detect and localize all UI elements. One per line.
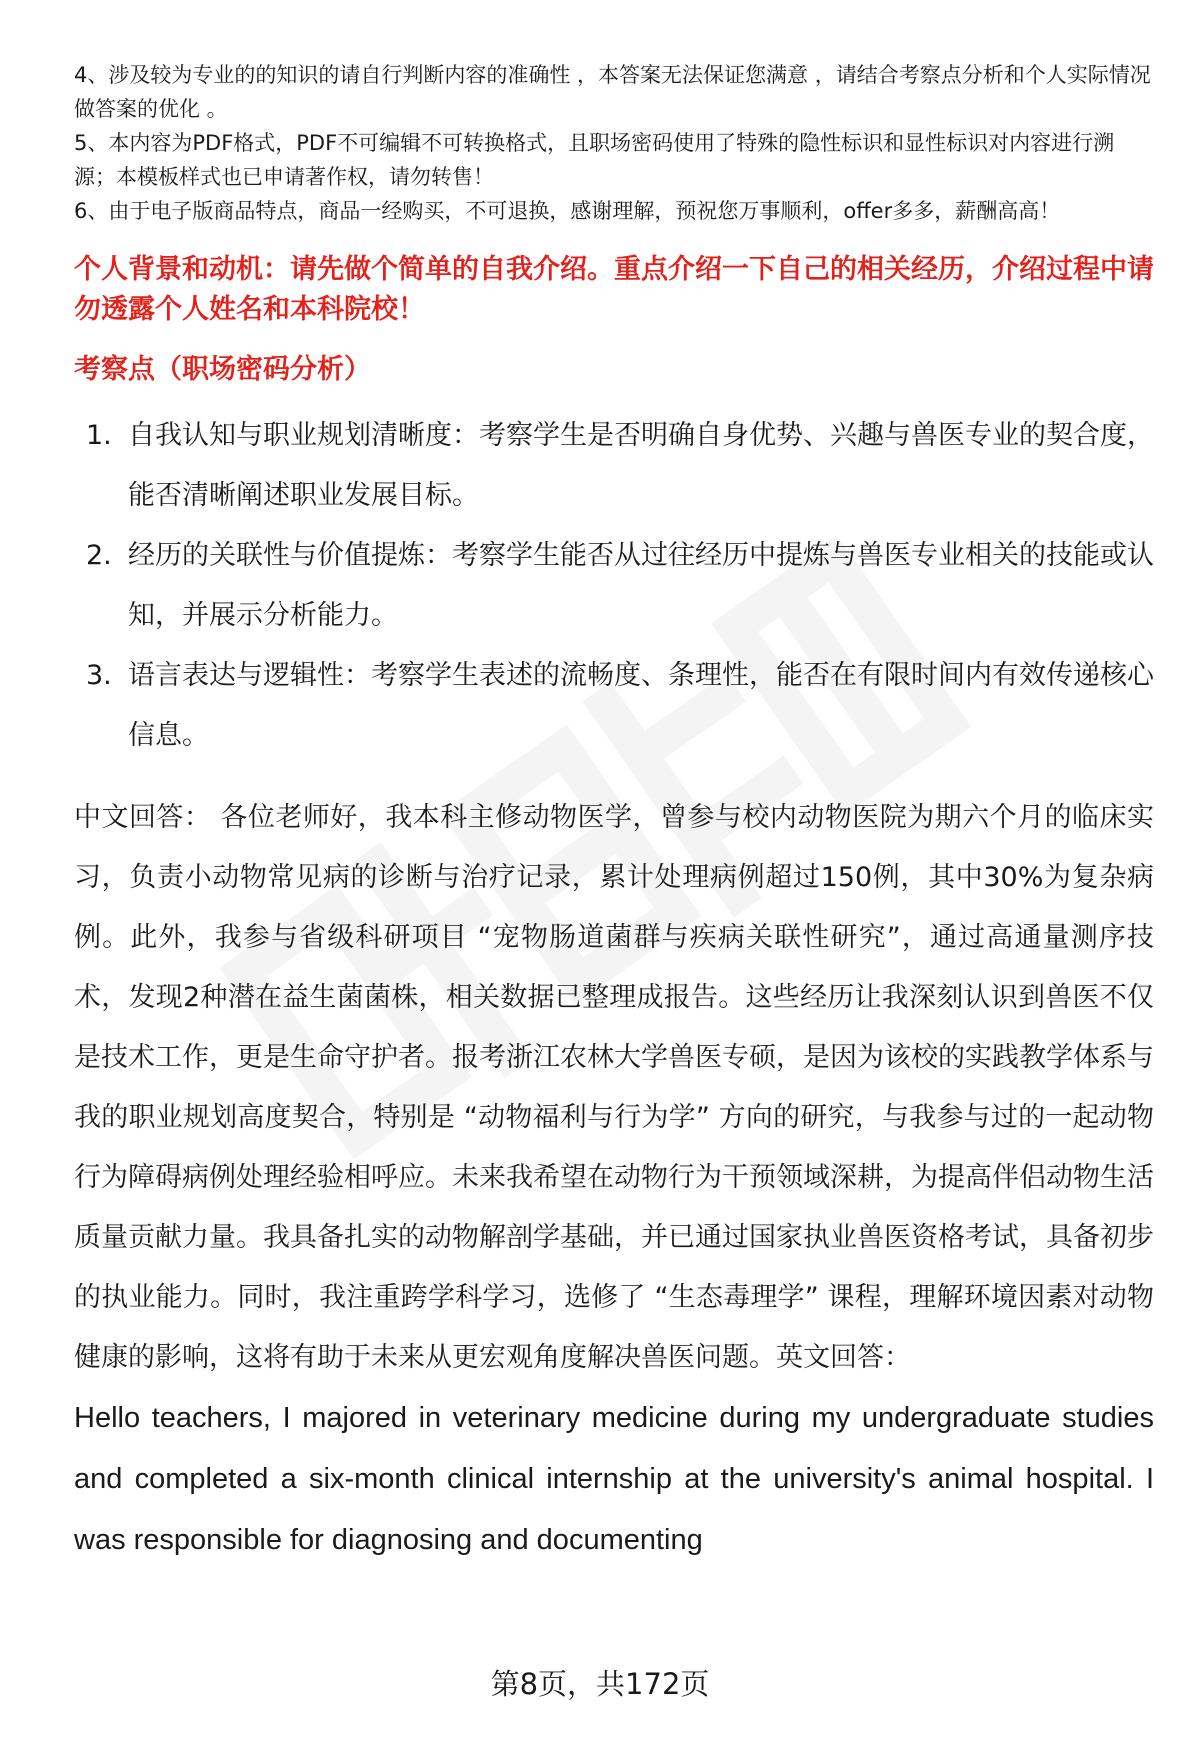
answer-english: Hello teachers, I majored in veterinary medicine during my undergraduate studies and completed a six-month clinical internship at the university's animal hospital. I was responsible for diagnosing and documenting: [74, 1402, 1154, 1556]
list-item-text: 自我认知与职业规划清晰度：考察学生是否明确自身优势、兴趣与兽医专业的契合度，能否清晰阐述职业发展目标。: [128, 420, 1154, 511]
list-item-text: 经历的关联性与价值提炼：考察学生能否从过往经历中提炼与兽医专业相关的技能或认知，并展示分析能力。: [128, 540, 1154, 631]
answer-paragraph: [74, 788, 1154, 1571]
question-heading: 个人背景和动机：请先做个简单的自我介绍。重点介绍一下自己的相关经历，介绍过程中请勿透露个人姓名和本科院校！: [74, 254, 1154, 325]
list-item: [74, 526, 1154, 646]
content-area: [74, 58, 1154, 1571]
list-item-number: 2.: [86, 540, 112, 571]
list-item-text: 语言表达与逻辑性：考察学生表述的流畅度、条理性，能否在有限时间内有效传递核心信息。: [128, 660, 1154, 751]
page-number-footer: 第8页，共172页: [490, 1667, 710, 1701]
note-item: 5、本内容为PDF格式，PDF不可编辑不可转换格式，且职场密码使用了特殊的隐性标识和显性标识对内容进行溯源；本模板样式也已申请著作权，请勿转售！: [74, 131, 1115, 189]
assessment-points-list: [74, 406, 1154, 766]
list-item-number: 1.: [86, 420, 112, 451]
list-item: [74, 406, 1154, 526]
note-item: 6、由于电子版商品特点，商品一经购买，不可退换，感谢理解，预祝您万事顺利，offer多多，薪酬高高！: [74, 199, 1061, 223]
notes-section: [74, 58, 1154, 228]
section-title: 考察点（职场密码分析）: [74, 354, 371, 385]
note-item: 4、涉及较为专业的的知识的请自行判断内容的准确性 ，本答案无法保证您满意 ，请结合考察点分析和个人实际情况做答案的优化 。: [74, 63, 1151, 121]
list-item: [74, 646, 1154, 766]
answer-chinese: 中文回答： 各位老师好，我本科主修动物医学，曾参与校内动物医院为期六个月的临床实习，负责小动物常见病的诊断与治疗记录，累计处理病例超过150例，其中30%为复杂病例。此外，我参与省级科研项目 “宠物肠道菌群与疾病关联性研究”，通过高通量测序技术，发现2种潜在益生菌菌株，相关数据已整理成报告。这些经历让我深刻认识到兽医不仅是技术工作，更是生命守护者。报考浙江农林大学兽医专硕，是因为该校的实践教学体系与我的职业规划高度契合，特别是 “动物福利与行为学” 方向的研究，与我参与过的一起动物行为障碍病例处理经验相呼应。未来我希望在动物行为干预领域深耕，为提高伴侣动物生活质量贡献力量。我具备扎实的动物解剖学基础，并已通过国家执业兽医资格考试，具备初步的执业能力。同时，我注重跨学科学习，选修了 “生态毒理学” 课程，理解环境因素对动物健康的影响，这将有助于未来从更宏观角度解决兽医问题。英文回答：: [74, 802, 1154, 1373]
list-item-number: 3.: [86, 660, 112, 691]
